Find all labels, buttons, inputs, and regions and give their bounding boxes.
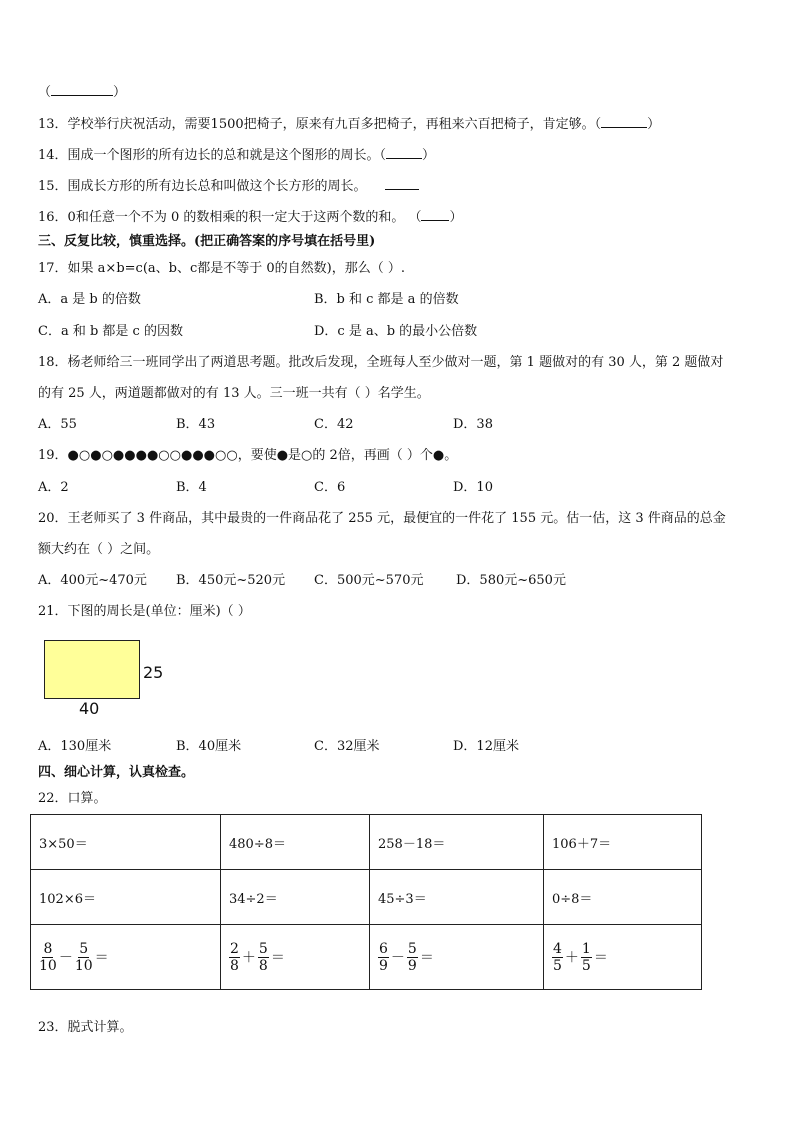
fraction: $\frac{1}{5}$ bbox=[581, 940, 591, 974]
q18-option-d[interactable]: D．38 bbox=[453, 417, 493, 432]
calc-cell[interactable]: 34÷2＝ bbox=[221, 870, 370, 925]
rectangle-width-label: 40 bbox=[79, 699, 100, 718]
question-19-stem: 19．●○●○●●●●○○●●●○○，要使●是○的 2倍，再画（ ）个●。 bbox=[38, 448, 458, 463]
question-13-text: 13．学校举行庆祝活动，需要1500把椅子，原来有九百多把椅子，再租来六百把椅子，肯定够。（ bbox=[38, 117, 602, 132]
q21-option-c[interactable]: C．32厘米 bbox=[314, 739, 380, 754]
question-15 bbox=[38, 177, 419, 196]
q18-option-c[interactable]: C．42 bbox=[314, 417, 354, 432]
calc-cell[interactable]: 45÷3＝ bbox=[370, 870, 544, 925]
mental-math-table bbox=[30, 814, 702, 990]
fraction-cell[interactable]: $\frac{8}{10}$ － $\frac{5}{10}$ ＝ bbox=[31, 925, 221, 990]
calc-cell[interactable]: 106＋7＝ bbox=[544, 815, 702, 870]
fraction: $\frac{8}{10}$ bbox=[39, 940, 57, 974]
rectangle-height-label: 25 bbox=[143, 663, 164, 682]
question-16: 16．0和任意一个不为 0 的数相乘的积一定大于这两个数的和。 （ ） bbox=[38, 210, 463, 225]
q18-option-a[interactable]: A．55 bbox=[38, 417, 77, 432]
answer-blank[interactable] bbox=[421, 208, 449, 221]
fraction: $\frac{6}{9}$ bbox=[379, 940, 388, 974]
question-13: 13．学校举行庆祝活动，需要1500把椅子，原来有九百多把椅子，再租来六百把椅子，肯定够。（ ） bbox=[38, 117, 661, 132]
table-row bbox=[31, 815, 702, 870]
q20-option-b[interactable]: B．450元~520元 bbox=[176, 573, 286, 588]
fraction: $\frac{5}{9}$ bbox=[407, 940, 417, 974]
calc-cell[interactable]: 258－18＝ bbox=[370, 815, 544, 870]
question-15-text: 15．围成长方形的所有边长总和叫做这个长方形的周长。 bbox=[38, 179, 367, 194]
question-22-title: 22．口算。 bbox=[38, 791, 107, 806]
q19-option-a[interactable]: A．2 bbox=[38, 480, 69, 495]
q21-option-d[interactable]: D．12厘米 bbox=[453, 739, 519, 754]
q17-option-a[interactable]: A．a 是 b 的倍数 bbox=[38, 292, 141, 307]
fraction-cell[interactable]: $\frac{4}{5}$ ＋ $\frac{1}{5}$ ＝ bbox=[544, 925, 702, 990]
question-18-stem-line2: 的有 25 人，两道题都做对的有 13 人。三一班一共有（ ）名学生。 bbox=[38, 386, 430, 401]
question-16-text: 16．0和任意一个不为 0 的数相乘的积一定大于这两个数的和。 （ bbox=[38, 210, 422, 225]
q12-answer-blank: （ ） bbox=[38, 85, 127, 100]
fraction: $\frac{5}{10}$ bbox=[74, 940, 93, 974]
calc-cell[interactable]: 480÷8＝ bbox=[221, 815, 370, 870]
q19-option-c[interactable]: C．6 bbox=[314, 480, 346, 495]
calc-cell[interactable]: 0÷8＝ bbox=[544, 870, 702, 925]
rectangle-figure bbox=[44, 640, 140, 699]
fraction: $\frac{4}{5}$ bbox=[553, 940, 562, 974]
table-row bbox=[31, 925, 702, 990]
q20-option-a[interactable]: A．400元~470元 bbox=[38, 573, 147, 588]
fraction: $\frac{2}{8}$ bbox=[230, 940, 239, 974]
answer-blank[interactable] bbox=[386, 146, 422, 159]
question-17-stem: 17．如果 a×b=c(a、b、c都是不等于 0的自然数)，那么（ ）. bbox=[38, 261, 405, 276]
q20-option-c[interactable]: C．500元~570元 bbox=[314, 573, 424, 588]
section-3-heading: 三、反复比较，慎重选择。(把正确答案的序号填在括号里) bbox=[38, 234, 376, 249]
question-14-text: 14．围成一个图形的所有边长的总和就是这个图形的周长。（ bbox=[38, 148, 387, 163]
section-4-heading: 四、细心计算，认真检查。 bbox=[38, 765, 195, 780]
fraction: $\frac{5}{8}$ bbox=[258, 940, 268, 974]
question-23-title: 23．脱式计算。 bbox=[38, 1020, 133, 1035]
q17-option-b[interactable]: B．b 和 c 都是 a 的倍数 bbox=[314, 292, 459, 307]
calc-cell[interactable]: 102×6＝ bbox=[31, 870, 221, 925]
question-20-stem-line1: 20．王老师买了 3 件商品，其中最贵的一件商品花了 255 元，最便宜的一件花了 155 元。估一估，这 3 件商品的总金 bbox=[38, 511, 726, 526]
calc-cell[interactable]: 3×50＝ bbox=[31, 815, 221, 870]
q19-option-b[interactable]: B．4 bbox=[176, 480, 207, 495]
answer-blank[interactable] bbox=[385, 177, 419, 190]
table-row bbox=[31, 870, 702, 925]
q18-option-b[interactable]: B．43 bbox=[176, 417, 216, 432]
q21-option-a[interactable]: A．130厘米 bbox=[38, 739, 112, 754]
question-18-stem-line1: 18．杨老师给三一班同学出了两道思考题。批改后发现，全班每人至少做对一题，第 1 题做对的有 30 人，第 2 题做对 bbox=[38, 355, 724, 370]
q17-option-c[interactable]: C．a 和 b 都是 c 的因数 bbox=[38, 324, 183, 339]
fraction-cell[interactable]: $\frac{6}{9}$ － $\frac{5}{9}$ ＝ bbox=[370, 925, 544, 990]
question-21-stem: 21．下图的周长是(单位：厘米)（ ） bbox=[38, 604, 251, 619]
q17-option-d[interactable]: D．c 是 a、b 的最小公倍数 bbox=[314, 324, 478, 339]
q21-option-b[interactable]: B．40厘米 bbox=[176, 739, 242, 754]
question-14: 14．围成一个图形的所有边长的总和就是这个图形的周长。（ ） bbox=[38, 148, 436, 163]
answer-blank[interactable] bbox=[601, 115, 647, 128]
q19-option-d[interactable]: D．10 bbox=[453, 480, 493, 495]
question-20-stem-line2: 额大约在（ ）之间。 bbox=[38, 542, 160, 557]
q20-option-d[interactable]: D．580元~650元 bbox=[456, 573, 566, 588]
fraction-cell[interactable]: $\frac{2}{8}$ ＋ $\frac{5}{8}$ ＝ bbox=[221, 925, 370, 990]
